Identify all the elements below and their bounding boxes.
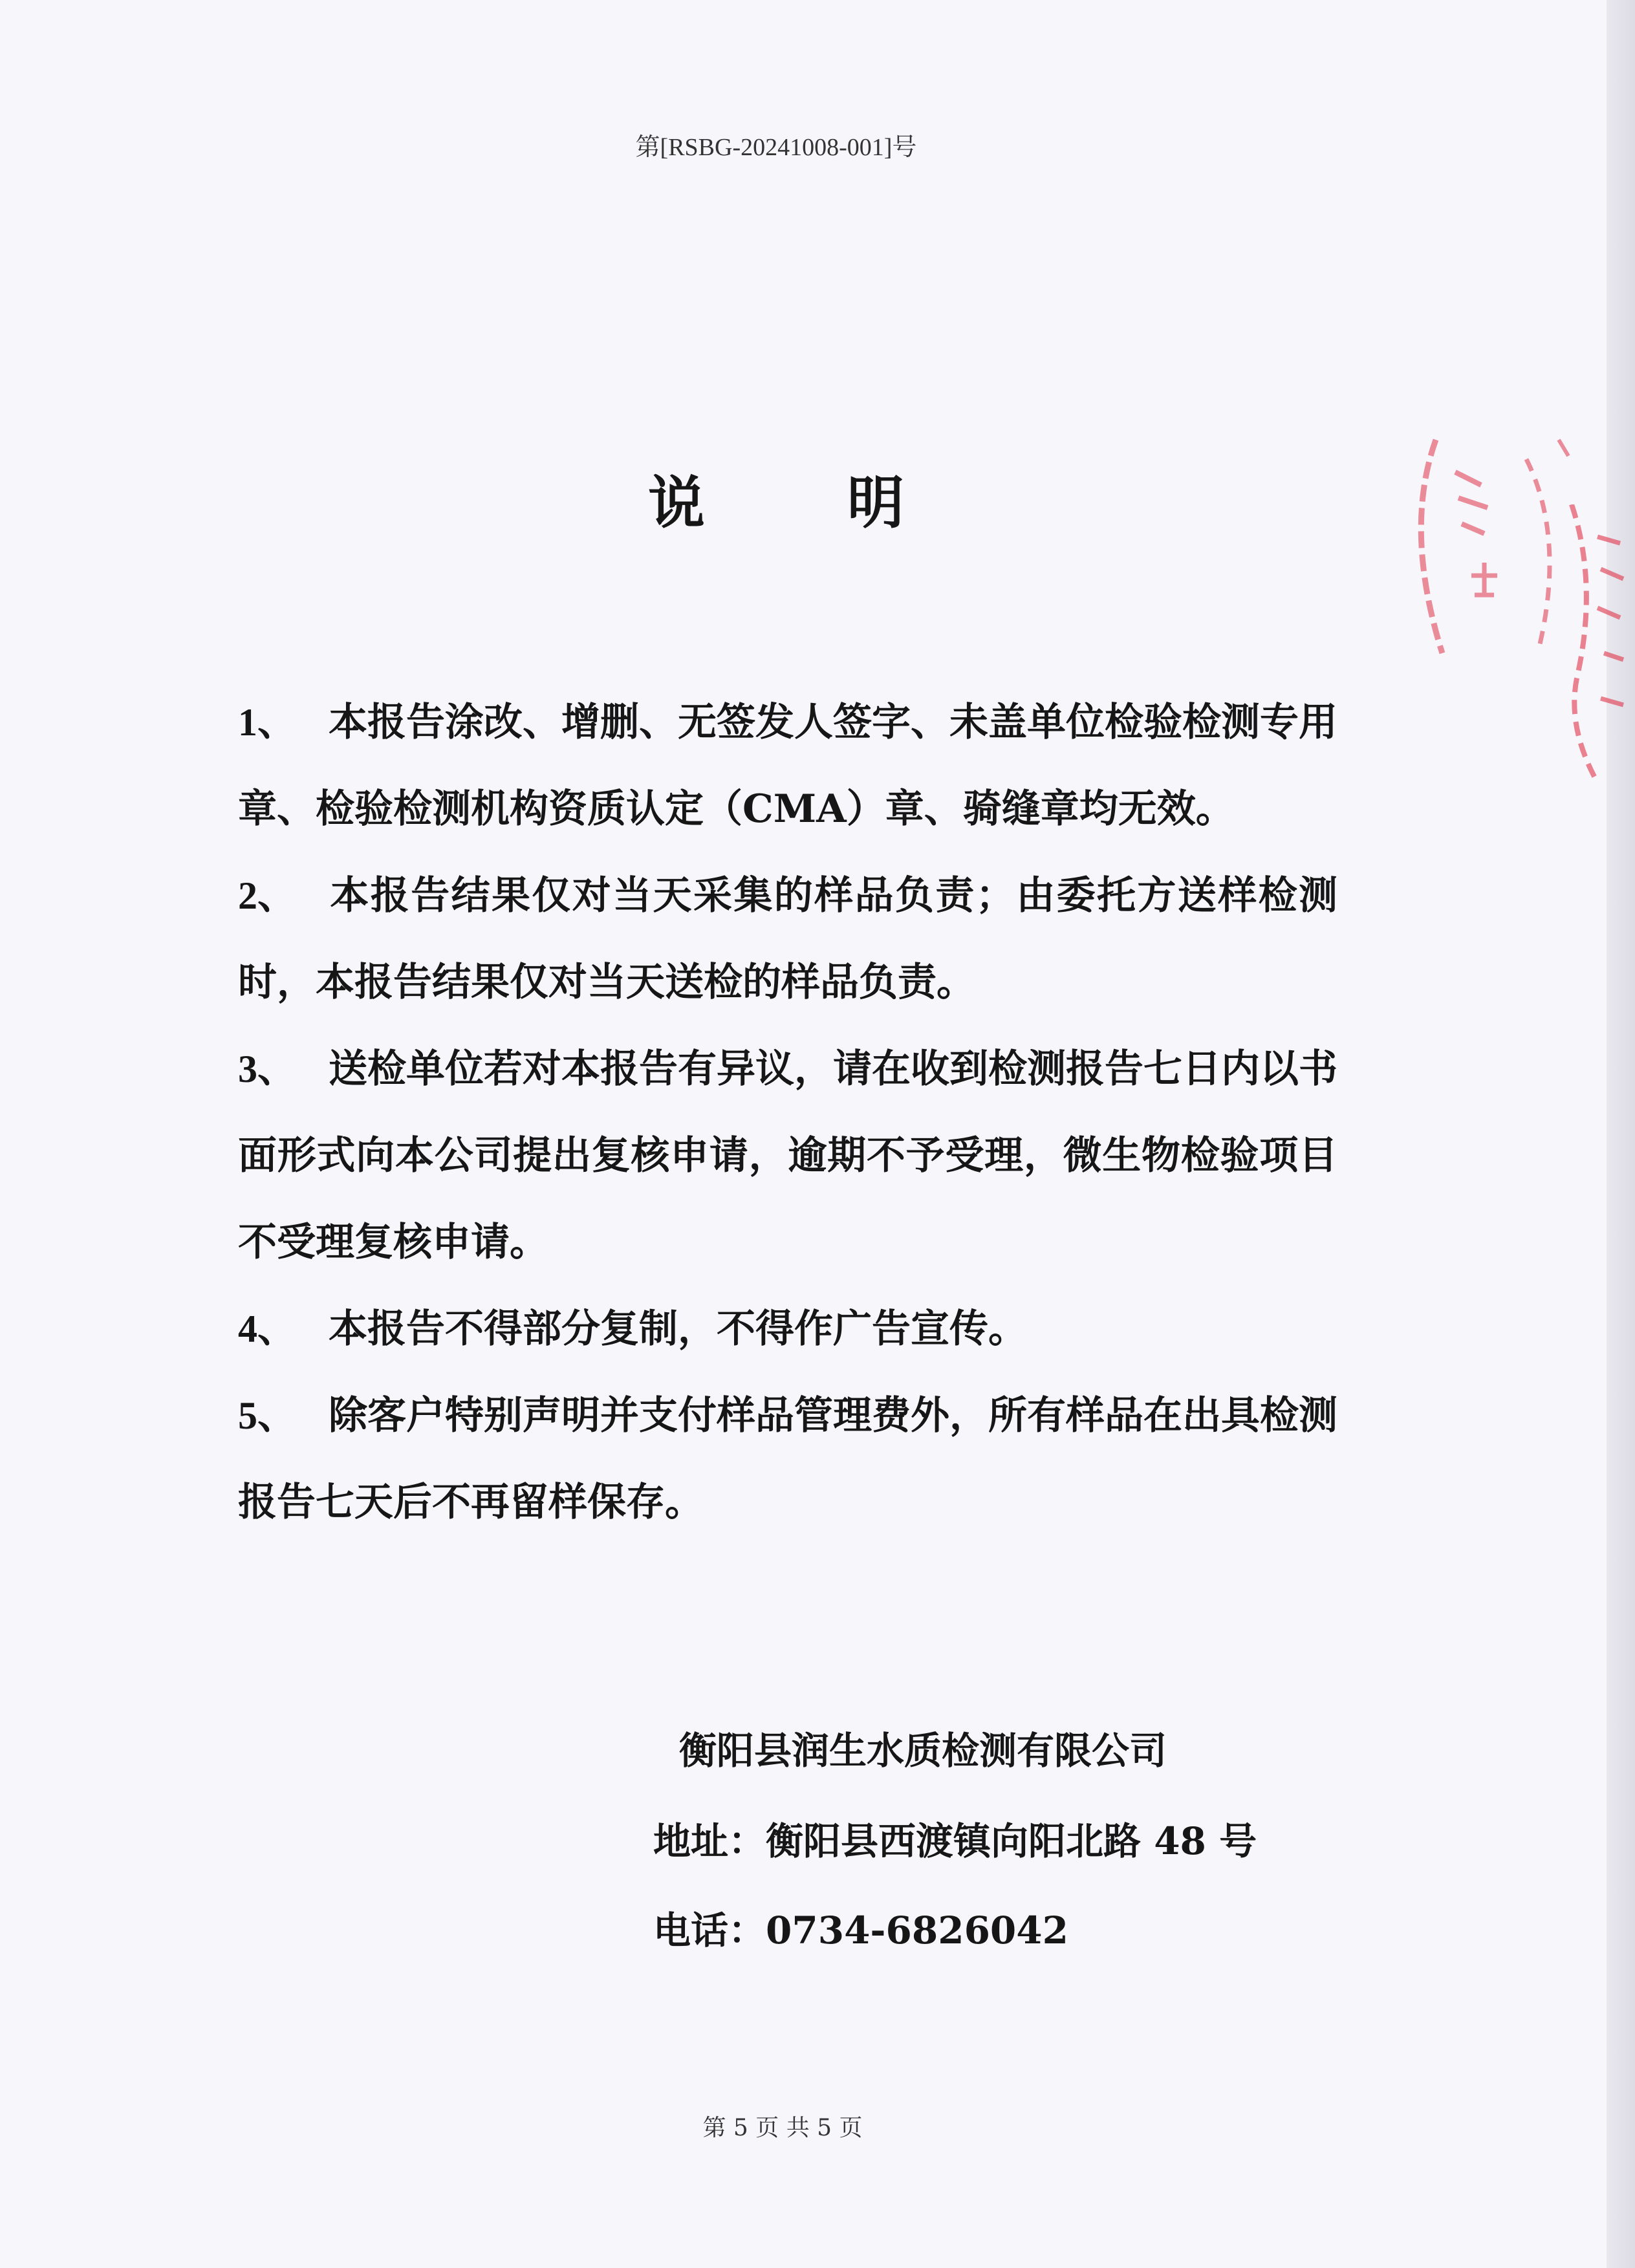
note-text: 本报告涂改、增删、无签发人签字、未盖单位检验检测专用章、检验检测机构资质认定（CMA）章、骑缝章均无效。 <box>238 700 1337 832</box>
company-name: 衡阳县润生水质检测有限公司 <box>679 1729 1167 1773</box>
page-title: 说明 <box>647 469 1046 536</box>
note-number: 1、 <box>238 701 296 744</box>
page-number: 第 5 页 共 5 页 <box>702 2115 863 2141</box>
list-item <box>238 1286 1337 1372</box>
list-item <box>238 1026 1337 1286</box>
note-text: 本报告结果仅对当天采集的样品负责；由委托方送样检测时，本报告结果仅对当天送检的样品负责。 <box>238 873 1337 1005</box>
note-text: 送检单位若对本报告有异议，请在收到检测报告七日内以书面形式向本公司提出复核申请，逾期不予受理，微生物检验项目不受理复核申请。 <box>238 1046 1337 1265</box>
note-text: 除客户特别声明并支付样品管理费外，所有样品在出具检测报告七天后不再留样保存。 <box>238 1393 1337 1525</box>
note-text: 本报告不得部分复制，不得作广告宣传。 <box>329 1306 1027 1352</box>
list-item <box>238 1372 1337 1546</box>
notes-list <box>238 679 1337 1546</box>
report-number: 第[RSBG-20241008-001]号 <box>635 134 917 161</box>
page-edge-shadow <box>1607 0 1635 2268</box>
company-address: 地址：衡阳县西渡镇向阳北路 48 号 <box>653 1819 1257 1863</box>
list-item <box>238 679 1337 852</box>
note-number: 2、 <box>238 874 296 917</box>
list-item <box>238 852 1337 1026</box>
company-phone: 电话：0734-6826042 <box>653 1908 1068 1952</box>
note-number: 3、 <box>238 1048 296 1090</box>
seal-edge-icon <box>1559 504 1635 783</box>
note-number: 5、 <box>238 1394 296 1437</box>
note-number: 4、 <box>238 1308 296 1350</box>
